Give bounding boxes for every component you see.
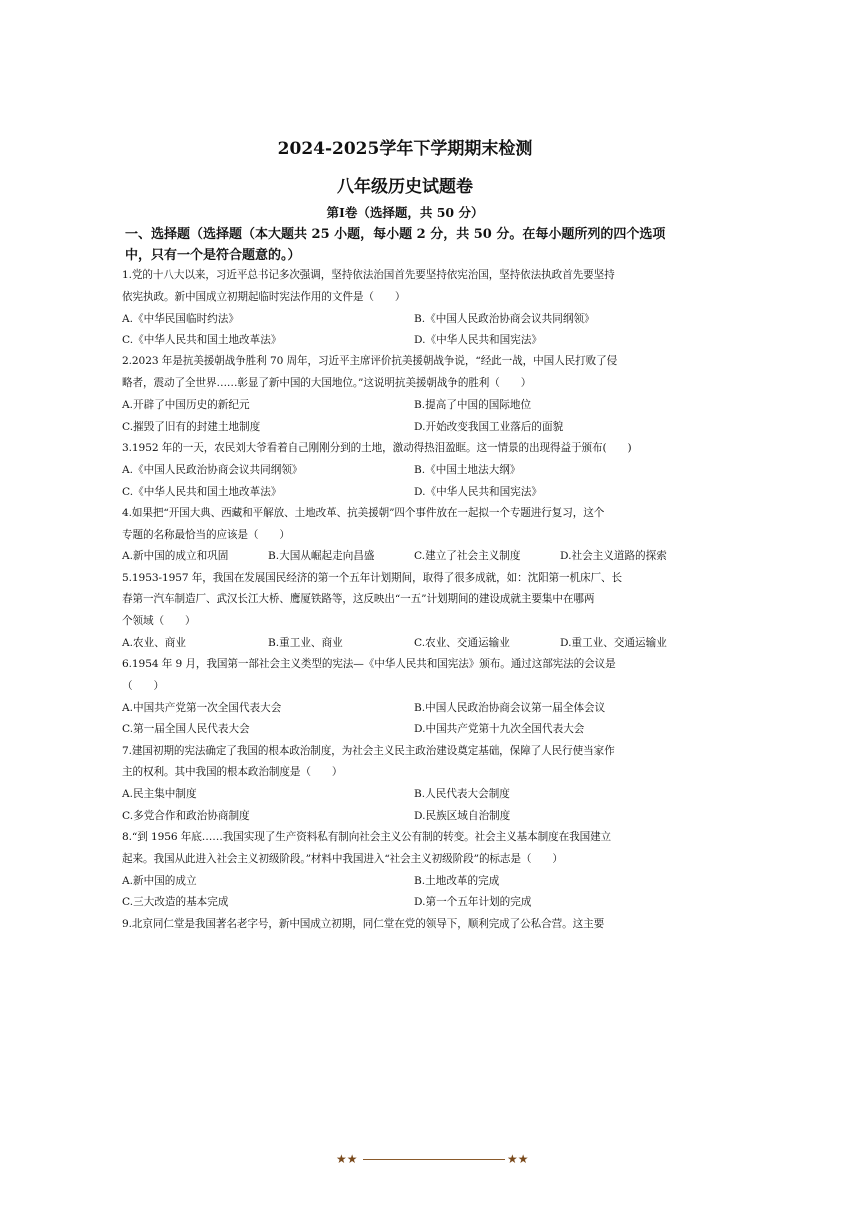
- q4-option-c: C.建立了社会主义制度: [414, 550, 521, 562]
- q6-stem-line1: 6.1954 年 9 月，我国第一部社会主义类型的宪法—《中华人民共和国宪法》颁布。通过这部宪法的会议是: [122, 658, 616, 670]
- section-instruction-line1: 一、选择题（选择题（本大题共 25 小题，每小题 2 分，共 50 分。在每小题所列的四个选项: [125, 227, 666, 242]
- q3-option-c: C.《中华人民共和国土地改革法》: [122, 486, 282, 498]
- section-instruction-line2: 中，只有一个是符合题意的。）: [125, 248, 301, 263]
- q3-option-a: A.《中国人民政治协商会议共同纲领》: [122, 464, 303, 476]
- q6-stem-line2: （ ）: [122, 680, 164, 692]
- q5-stem-line1: 5.1953-1957 年，我国在发展国民经济的第一个五年计划期间，取得了很多成就，如：沈阳第一机床厂、长: [122, 572, 623, 584]
- q7-option-d: D.民族区域自治制度: [414, 810, 511, 822]
- q8-option-b: B.土地改革的完成: [414, 875, 500, 887]
- footer-stars-right: ★★: [507, 1152, 529, 1166]
- q2-option-c: C.摧毁了旧有的封建土地制度: [122, 421, 261, 433]
- q6-option-c: C.第一届全国人民代表大会: [122, 723, 250, 735]
- q3-stem-line1: 3.1952 年的一天，农民刘大爷看着自己刚刚分到的土地，激动得热泪盈眶。这一情景的出现得益于颁布( ): [122, 442, 632, 454]
- q7-stem-line2: 主的权利。其中我国的根本政治制度是（ ）: [122, 766, 343, 778]
- q7-option-a: A.民主集中制度: [122, 788, 197, 800]
- q8-stem-line1: 8.“到 1956 年底……我国实现了生产资料私有制向社会主义公有制的转变。社会主义基本制度在我国建立: [122, 831, 612, 843]
- q5-option-d: D.重工业、交通运输业: [560, 637, 667, 649]
- q1-option-a: A.《中华民国临时约法》: [122, 313, 239, 325]
- q1-option-d: D.《中华人民共和国宪法》: [414, 334, 543, 346]
- footer-divider: [363, 1159, 505, 1160]
- exam-title: 2024-2025学年下学期期末检测: [277, 139, 533, 159]
- q4-stem-line1: 4.如果把“开国大典、西藏和平解放、土地改革、抗美援朝”四个事件放在一起拟一个专题进行复习，这个: [122, 507, 605, 519]
- q8-option-a: A.新中国的成立: [122, 875, 197, 887]
- q7-stem-line1: 7.建国初期的宪法确定了我国的根本政治制度，为社会主义民主政治建设奠定基础，保障了人民行使当家作: [122, 745, 615, 757]
- part-heading: 第Ⅰ卷（选择题，共 50 分）: [326, 205, 484, 220]
- q1-option-c: C.《中华人民共和国土地改革法》: [122, 334, 282, 346]
- q2-stem-line2: 略者，震动了全世界……彰显了新中国的大国地位。”这说明抗美援朝战争的胜利（ ）: [122, 377, 532, 389]
- q1-stem-line1: 1.党的十八大以来，习近平总书记多次强调，坚持依法治国首先要坚持依宪治国，坚持依法执政首先要坚持: [122, 269, 615, 281]
- q2-stem-line1: 2.2023 年是抗美援朝战争胜利 70 周年，习近平主席评价抗美援朝战争说，“经此一战，中国人民打败了侵: [122, 355, 618, 367]
- q7-option-b: B.人民代表大会制度: [414, 788, 510, 800]
- q6-option-a: A.中国共产党第一次全国代表大会: [122, 702, 282, 714]
- q4-stem-line2: 专题的名称最恰当的应该是（ ）: [122, 529, 290, 541]
- footer-stars-left: ★★: [336, 1152, 358, 1166]
- q5-option-a: A.农业、商业: [122, 637, 186, 649]
- q4-option-a: A.新中国的成立和巩固: [122, 550, 229, 562]
- q4-option-d: D.社会主义道路的探索: [560, 550, 667, 562]
- q2-option-b: B.提高了中国的国际地位: [414, 399, 532, 411]
- q3-option-b: B.《中国土地法大纲》: [414, 464, 521, 476]
- q3-option-d: D.《中华人民共和国宪法》: [414, 486, 543, 498]
- q7-option-c: C.多党合作和政治协商制度: [122, 810, 250, 822]
- exam-subtitle: 八年级历史试题卷: [337, 177, 473, 197]
- q1-option-b: B.《中国人民政治协商会议共同纲领》: [414, 313, 595, 325]
- q2-option-d: D.开始改变我国工业落后的面貌: [414, 421, 564, 433]
- q8-stem-line2: 起来。我国从此进入社会主义初级阶段。”材料中我国进入“社会主义初级阶段”的标志是（ ）: [122, 853, 563, 865]
- q5-option-b: B.重工业、商业: [268, 637, 343, 649]
- q5-option-c: C.农业、交通运输业: [414, 637, 510, 649]
- q8-option-d: D.第一个五年计划的完成: [414, 896, 532, 908]
- q4-option-b: B.大国从崛起走向昌盛: [268, 550, 375, 562]
- q5-stem-line3: 个领域（ ）: [122, 615, 196, 627]
- footer-ornament: [336, 1152, 532, 1168]
- q6-option-d: D.中国共产党第十九次全国代表大会: [414, 723, 585, 735]
- q5-stem-line2: 春第一汽车制造厂、武汉长江大桥、鹰厦铁路等，这反映出“一五”计划期间的建设成就主要集中在哪两: [122, 593, 595, 605]
- q8-option-c: C.三大改造的基本完成: [122, 896, 229, 908]
- q9-stem-line1: 9.北京同仁堂是我国著名老字号，新中国成立初期，同仁堂在党的领导下，顺利完成了公私合营。这主要: [122, 918, 605, 930]
- q2-option-a: A.开辟了中国历史的新纪元: [122, 399, 250, 411]
- q1-stem-line2: 依宪执政。新中国成立初期起临时宪法作用的文件是（ ）: [122, 291, 406, 303]
- q6-option-b: B.中国人民政治协商会议第一届全体会议: [414, 702, 606, 714]
